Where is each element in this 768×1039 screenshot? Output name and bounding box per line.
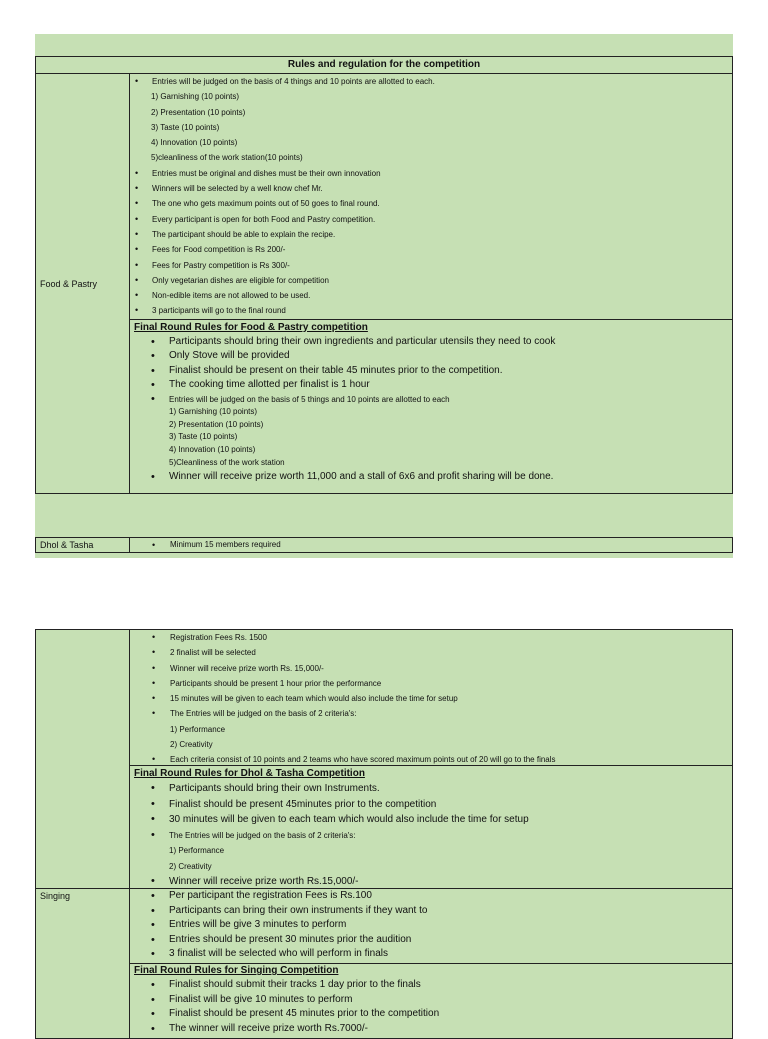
list-item: • Fees for Food competition is Rs 200/- [134,242,732,257]
list-item: • 3 finalist will be selected who will perform in finals [134,947,732,962]
list-item: 2) Presentation (10 points) [169,419,264,429]
list-item: 1) Performance [169,846,225,855]
list-item: 1) Garnishing (10 points) [169,406,258,416]
list-item: 3) Taste (10 points) [169,432,238,442]
list-item: • Registration Fees Rs. 1500 [134,630,732,645]
table-title: Rules and regulation for the competition [287,59,481,70]
list-item: • Entries will be judged on the basis of 5 things and 10 points are allotted to each [134,393,732,406]
list-item: • Winner will receive prize worth Rs. 15,000/- [134,661,732,676]
list-item: • The cooking time allotted per finalist is 1 hour [134,378,732,393]
rules-list [134,74,732,319]
page1-spacer-band [35,494,733,537]
list-item: • The participant should be able to explain the recipe. [134,227,732,242]
page1-bottom-band [35,553,733,558]
category-cell [36,630,130,888]
list-item: • The Entries will be judged on the basis of 2 criteria's: [134,706,732,721]
category-label: Singing [40,891,71,901]
list-item: 2) Presentation (10 points) [151,107,246,117]
page1-top-band [35,34,733,57]
list-item: • Finalist should be present 45 minutes prior to the competition [134,1007,732,1022]
list-item: • Winner will receive prize worth Rs.15,000/- [134,874,732,890]
category-cell [36,889,130,1038]
list-item: • Minimum 15 members required [134,538,732,552]
list-item: • Entries will be give 3 minutes to perform [134,918,732,933]
list-item: 2) Creativity [170,740,213,750]
rules-table-page2 [35,629,733,1039]
list-item: • Participants can bring their own instruments if they want to [134,904,732,919]
category-label: Dhol & Tasha [40,540,94,550]
food-pastry-row [36,73,732,494]
list-item: 3) Taste (10 points) [151,122,220,132]
list-item: 2) Creativity [169,861,212,871]
list-item: • Every participant is open for both Food and Pastry competition. [134,212,732,227]
rules-list [134,538,732,552]
dhol-tasha-rules [130,538,732,552]
list-item: • Participants should be present 1 hour prior the performance [134,676,732,691]
list-item: 1) Garnishing (10 points) [151,92,240,102]
dhol-tasha-continued-row [36,630,732,888]
rules-list [134,630,732,768]
category-cell [36,538,130,552]
list-item: • Each criteria consist of 10 points and 2 teams who have scored maximum points out of 20 will go to the finals [134,752,732,767]
dhol-tasha-rules [130,630,732,766]
dhol-tasha-final-rules [130,766,732,890]
food-pastry-rules [130,74,732,320]
final-rules-list [134,978,732,1036]
final-round-header: Final Round Rules for Singing Competition [134,965,339,976]
list-item: • Non-edible items are not allowed to be used. [134,288,732,303]
list-item: • The one who gets maximum points out of 50 goes to final round. [134,196,732,211]
final-round-header: Final Round Rules for Food & Pastry competition [134,321,368,333]
list-item: • Finalist will be give 10 minutes to perform [134,993,732,1008]
list-item: • Winners will be selected by a well know chef Mr. [134,181,732,196]
list-item: • Fees for Pastry competition is Rs 300/- [134,258,732,273]
list-item: • Winner will receive prize worth 11,000 and a stall of 6x6 and profit sharing will be done. [134,470,732,485]
list-item: 4) Innovation (10 points) [151,138,238,148]
list-item: • Participants should bring their own Instruments. [134,781,732,797]
list-item: • 15 minutes will be given to each team which would also include the time for setup [134,691,732,706]
list-item: • Finalist should be present 45minutes prior to the competition [134,797,732,813]
list-item: • Only vegetarian dishes are eligible for competition [134,273,732,288]
dhol-tasha-row [36,538,732,552]
rules-table-page1 [35,56,733,494]
list-item: • 3 participants will go to the final round [134,303,732,318]
final-round-header: Final Round Rules for Dhol & Tasha Competition [134,768,365,779]
singing-rules [130,889,732,964]
singing-final-rules [130,964,732,1038]
list-item: • Only Stove will be provided [134,349,732,364]
category-cell [36,74,130,494]
list-item: • The winner will receive prize worth Rs.7000/- [134,1022,732,1037]
rules-list [134,889,732,962]
list-item: • 2 finalist will be selected [134,645,732,660]
singing-row [36,888,732,1038]
list-item: 4) Innovation (10 points) [169,445,256,455]
list-item: • 30 minutes will be given to each team which would also include the time for setup [134,812,732,828]
final-rules-list [134,781,732,890]
list-item: • Per participant the registration Fees is Rs.100 [134,889,732,904]
list-item: 5)cleanliness of the work station(10 points) [151,153,303,163]
list-item: • Finalist should submit their tracks 1 day prior to the finals [134,978,732,993]
category-label: Food & Pastry [40,279,98,289]
list-item: • Participants should bring their own ingredients and particular utensils they need to cook [134,335,732,350]
list-item: • Finalist should be present on their table 45 minutes prior to the competition. [134,364,732,379]
table-title-row [36,57,732,73]
list-item: 1) Performance [170,724,226,734]
list-item: 5)Cleanliness of the work station [169,457,285,467]
list-item: • Entries must be original and dishes must be their own innovation [134,166,732,181]
final-rules-list [134,335,732,484]
list-item: • Entries should be present 30 minutes prior the audition [134,933,732,948]
food-pastry-final-rules [130,320,732,494]
list-item: • The Entries will be judged on the basis of 2 criteria's: [134,828,732,844]
dhol-tasha-table-top [35,537,733,553]
list-item: • Entries will be judged on the basis of 4 things and 10 points are allotted to each. [134,74,732,89]
